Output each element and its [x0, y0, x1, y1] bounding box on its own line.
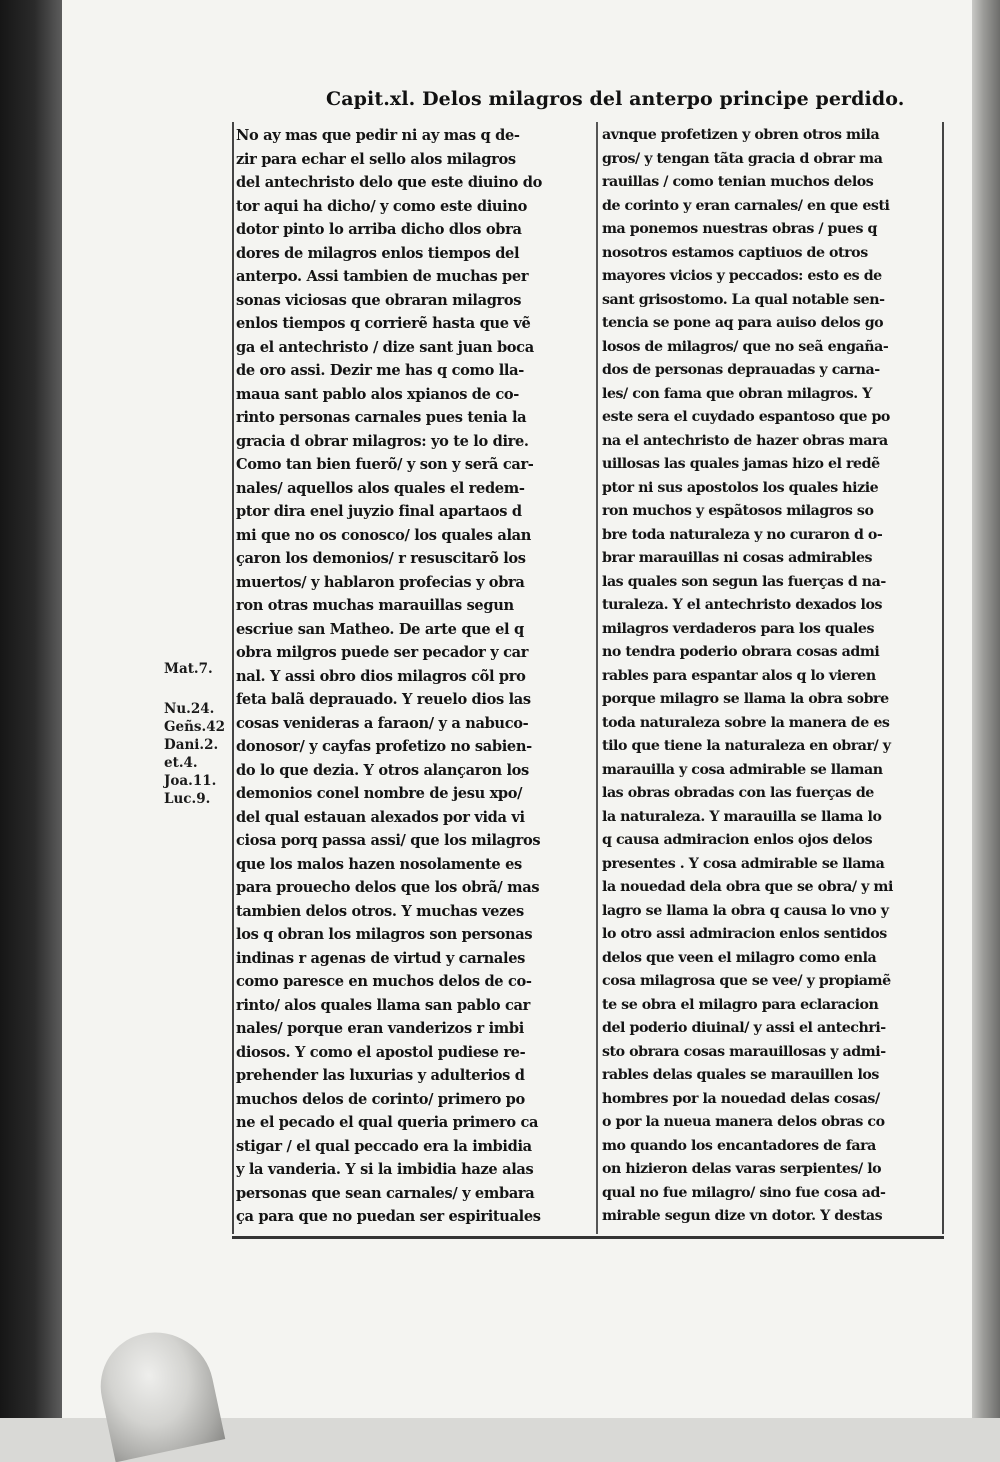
text-line: maua sant pablo alos xpianos de co-	[236, 385, 519, 403]
text-line: ron otras muchas marauillas segun	[236, 597, 514, 614]
text-line: cosas venideras a faraon/ y a nabuco-	[236, 714, 529, 732]
text-line: on hizieron delas varas serpientes/ lo	[602, 1161, 882, 1177]
text-line: te se obra el milagro para eclaracion	[602, 996, 879, 1013]
text-line: nal. Y assi obro dios milagros cõl pro	[236, 667, 526, 685]
text-line: tor aqui ha dicho/ y como este diuino	[236, 197, 528, 215]
text-line: qual no fue milagro/ sino fue cosa ad-	[602, 1184, 886, 1201]
text-line: lagro se llama la obra q causa lo vno y	[602, 902, 889, 919]
text-line: la naturaleza. Y marauilla se llama lo	[602, 808, 882, 825]
text-line: zir para echar el sello alos milagros	[236, 150, 516, 168]
text-line: dores de milagros enlos tiempos del	[236, 244, 520, 262]
scan-background-right	[972, 0, 1000, 1418]
text-line: nales/ aquellos alos quales el redem-	[236, 479, 525, 497]
text-line: anterpo. Assi tambien de muchas per	[236, 268, 529, 285]
text-line: na el antechristo de hazer obras mara	[602, 432, 888, 449]
text-line: este sera el cuydado espantoso que po	[602, 409, 890, 425]
text-line: milagros verdaderos para los quales	[602, 620, 875, 637]
text-line: demonios conel nombre de jesu xpo/	[236, 785, 523, 802]
text-line: muertos/ y hablaron profecias y obra	[236, 573, 525, 591]
text-line: indinas r agenas de virtud y carnales	[236, 949, 526, 967]
text-line: delos que veen el milagro como enla	[602, 949, 877, 966]
text-line: Como tan bien fuerõ/ y son y serã car-	[236, 456, 534, 473]
text-line: ga el antechristo / dize sant juan boca	[236, 338, 534, 356]
text-line: prehender las luxurias y adulterios d	[236, 1067, 525, 1084]
text-line: diosos. Y como el apostol pudiese re-	[236, 1043, 526, 1061]
text-line: las quales son segun las fuerças d na-	[602, 573, 886, 590]
margin-note: Luc.9.	[164, 791, 211, 807]
text-line: feta balã deprauado. Y reuelo dios las	[236, 691, 531, 708]
text-line: No ay mas que pedir ni ay mas q de-	[236, 127, 520, 144]
text-line: les/ con fama que obran milagros. Y	[602, 385, 872, 402]
text-line: la nouedad dela obra que se obra/ y mi	[602, 879, 893, 895]
right-text-column	[602, 124, 940, 1229]
text-line: ron muchos y espãtosos milagros so	[602, 503, 874, 519]
margin-note: et.4.	[164, 755, 198, 771]
column-rule-right	[942, 122, 944, 1234]
text-line: sonas viciosas que obraran milagros	[236, 291, 522, 309]
text-line: rinto personas carnales pues tenia la	[236, 409, 527, 426]
margin-note: Dani.2.	[164, 737, 219, 753]
text-line: q causa admiracion enlos ojos delos	[602, 832, 873, 848]
text-line: escriue san Matheo. De arte que el q	[236, 620, 524, 638]
text-line: rables delas quales se marauillen los	[602, 1067, 879, 1083]
text-line: gracia d obrar milagros: yo te lo dire.	[236, 432, 529, 450]
scan-background-left	[0, 0, 62, 1418]
text-line: dos de personas deprauadas y carna-	[602, 362, 880, 378]
page-header: Capit.xl. Delos milagros del anterpo principe perdido.	[326, 88, 905, 110]
text-line: cosa milagrosa que se vee/ y propiamẽ	[602, 973, 891, 989]
margin-note: Geñs.42	[164, 719, 226, 735]
text-line: hombres por la nouedad delas cosas/	[602, 1090, 880, 1107]
text-line: sto obrara cosas marauillosas y admi-	[602, 1043, 886, 1060]
margin-note: Joa.11.	[164, 773, 217, 789]
text-line: lo otro assi admiracion enlos sentidos	[602, 926, 887, 942]
text-line: avnque profetizen y obren otros mila	[602, 127, 880, 143]
text-line: stigar / el qual peccado era la imbidia	[236, 1137, 532, 1155]
column-rule-middle	[596, 122, 598, 1234]
margin-note: Mat.7.	[164, 661, 213, 677]
text-line: personas que sean carnales/ y embara	[236, 1184, 535, 1202]
text-line: de oro assi. Dezir me has q como lla-	[236, 362, 524, 379]
text-line: del antechristo delo que este diuino do	[236, 174, 542, 191]
text-line: rinto/ alos quales llama san pablo car	[236, 996, 530, 1014]
text-line: uillosas las quales jamas hizo el redẽ	[602, 456, 880, 472]
bottom-rule	[232, 1236, 944, 1239]
text-line: como paresce en muchos delos de co-	[236, 973, 532, 990]
text-line: tambien delos otros. Y muchas vezes	[236, 902, 524, 920]
text-line: losos de milagros/ que no seã engaña-	[602, 338, 889, 355]
text-line: ne el pecado el qual queria primero ca	[236, 1114, 539, 1131]
text-line: de corinto y eran carnales/ en que esti	[602, 197, 890, 214]
text-line: bre toda naturaleza y no curaron d o-	[602, 526, 883, 543]
text-line: marauilla y cosa admirable se llaman	[602, 761, 883, 778]
text-line: mayores vicios y peccados: esto es de	[602, 268, 882, 284]
text-line: mo quando los encantadores de fara	[602, 1137, 876, 1154]
text-line: rables para espantar alos q lo vieren	[602, 667, 876, 684]
text-line: para prouecho delos que los obrã/ mas	[236, 879, 540, 896]
text-line: ptor dira enel juyzio final apartaos d	[236, 503, 522, 520]
text-line: los q obran los milagros son personas	[236, 926, 533, 943]
text-line: o por la nueua manera delos obras co	[602, 1114, 885, 1130]
text-line: tilo que tiene la naturaleza en obrar/ y	[602, 738, 891, 754]
left-text-column	[236, 124, 592, 1229]
text-line: mirable segun dize vn dotor. Y destas	[602, 1208, 883, 1224]
text-line: çaron los demonios/ r resuscitarõ los	[236, 550, 526, 567]
text-line: toda naturaleza sobre la manera de es	[602, 714, 890, 731]
text-line: y la vanderia. Y si la imbidia haze alas	[236, 1161, 534, 1178]
text-line: las obras obradas con las fuerças de	[602, 785, 874, 801]
text-line: ma ponemos nuestras obras / pues q	[602, 221, 877, 237]
text-line: ça para que no puedan ser espirituales	[236, 1208, 541, 1225]
text-line: nales/ porque eran vanderizos r imbi	[236, 1020, 524, 1037]
text-line: ciosa porq passa assi/ que los milagros	[236, 832, 541, 849]
text-line: porque milagro se llama la obra sobre	[602, 691, 889, 707]
text-line: dotor pinto lo arriba dicho dlos obra	[236, 221, 522, 238]
thumb-image	[91, 1322, 226, 1462]
text-line: donosor/ y cayfas profetizo no sabien-	[236, 738, 532, 755]
text-line: nosotros estamos captiuos de otros	[602, 244, 868, 261]
text-line: que los malos hazen nosolamente es	[236, 855, 522, 873]
text-line: enlos tiempos q corrierẽ hasta que vẽ	[236, 315, 531, 332]
text-line: obra milgros puede ser pecador y car	[236, 644, 529, 661]
text-line: sant grisostomo. La qual notable sen-	[602, 291, 885, 308]
text-line: presentes . Y cosa admirable se llama	[602, 855, 885, 872]
text-line: del qual estauan alexados por vida vi	[236, 808, 525, 826]
text-line: rauillas / como tenian muchos delos	[602, 174, 874, 190]
margin-note: Nu.24.	[164, 701, 215, 717]
text-line: no tendra poderio obrara cosas admi	[602, 644, 880, 660]
text-line: turaleza. Y el antechristo dexados los	[602, 597, 882, 613]
text-line: brar marauillas ni cosas admirables	[602, 550, 873, 566]
text-line: tencia se pone aq para auiso delos go	[602, 315, 884, 331]
text-line: do lo que dezia. Y otros alançaron los	[236, 761, 529, 779]
text-line: del poderio diuinal/ y assi el antechri-	[602, 1020, 886, 1036]
text-line: mi que no os conosco/ los quales alan	[236, 526, 532, 544]
text-line: ptor ni sus apostolos los quales hizie	[602, 479, 879, 496]
text-line: muchos delos de corinto/ primero po	[236, 1090, 525, 1108]
text-line: gros/ y tengan tãta gracia d obrar ma	[602, 150, 883, 167]
margin-notes	[164, 660, 236, 808]
